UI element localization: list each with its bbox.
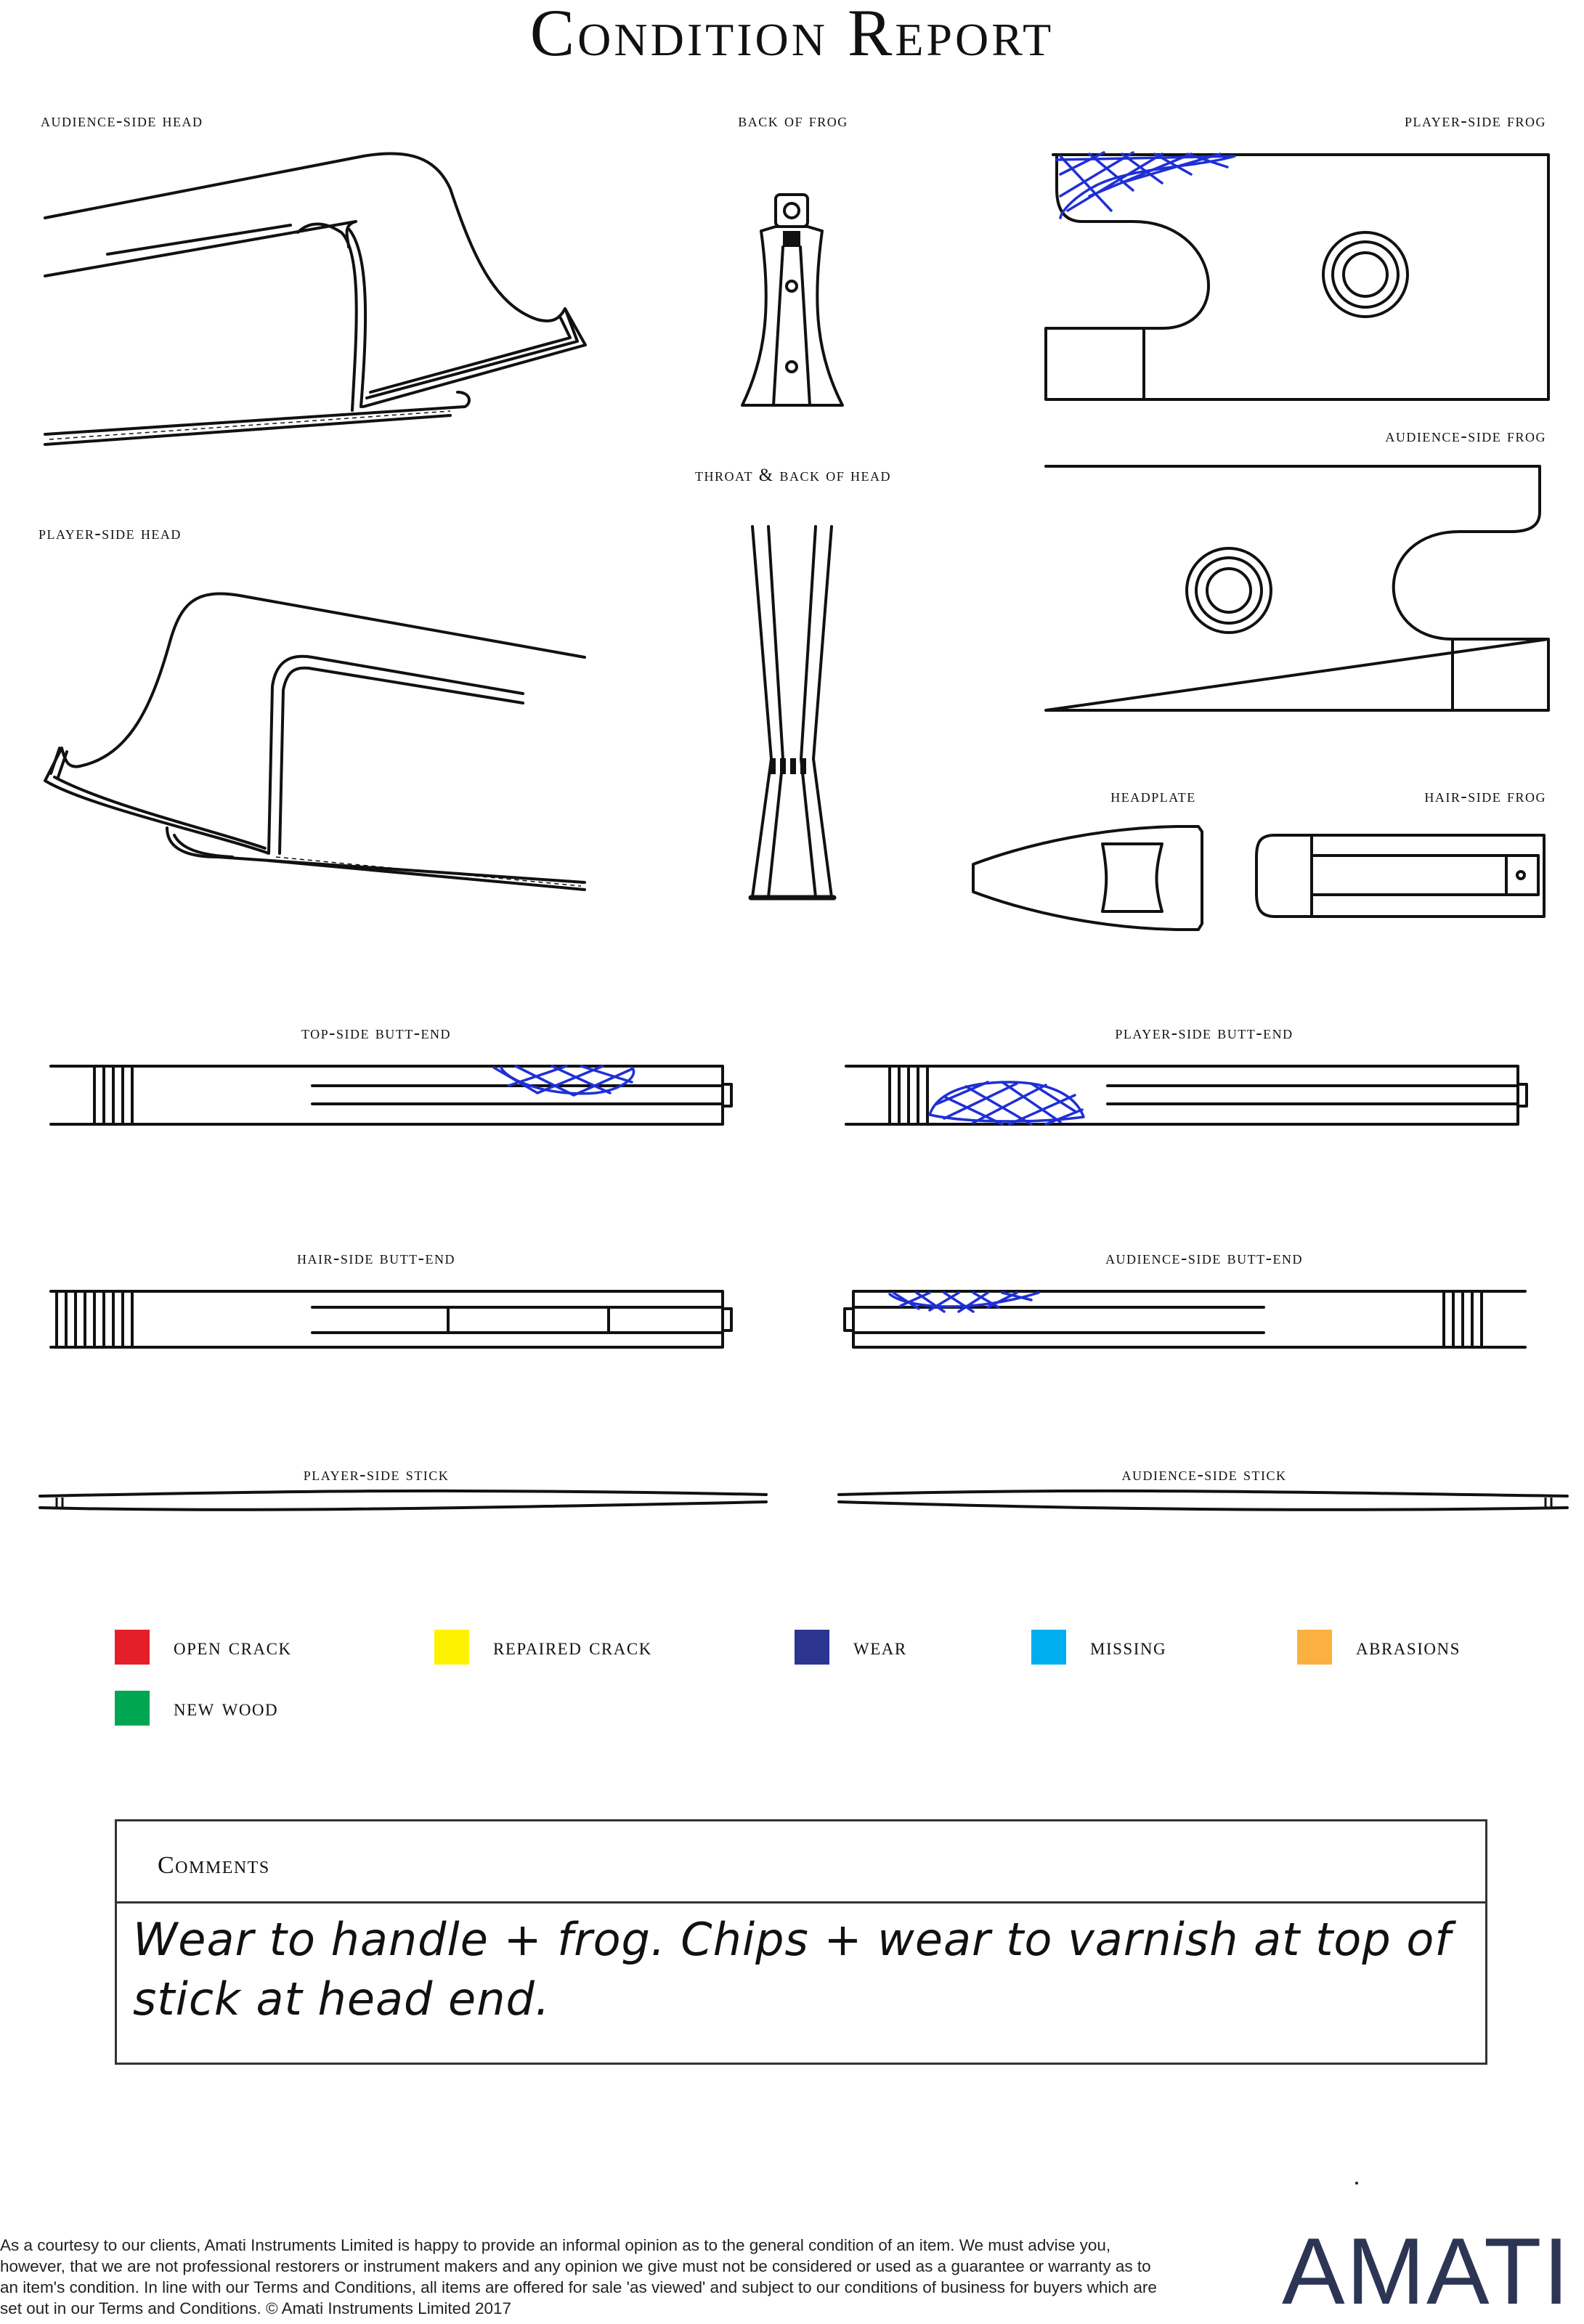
legend-swatch-wear [795,1630,829,1665]
legend-item-abrasions [1297,1630,1461,1665]
label-back-of-frog: back of frog [738,111,848,131]
disclaimer-text: As a courtesy to our clients, Amati Instruments Limited is happy to provide an informal opinion as to the general condition of an item. We must advise you, however, that we are not professional restorers or instrument makers and any opinion we give must not be considered or used as a guarantee or warranty as to an item's condition. In line with our Terms and Conditions, all items are offered for sale 'as viewed' and subject to our conditions of business for buyers which are set out in our Terms and Conditions. © Amati Instruments Limited 2017 [0,2236,1157,2317]
label-headplate: headplate [1110,787,1196,806]
legend-swatch-repaired-crack [434,1630,469,1665]
label-throat-back-of-head: throat & back of head [695,466,891,485]
legend-item-missing [1031,1630,1166,1665]
legend-label: missing [1090,1633,1167,1660]
comments-box [115,1819,1487,2065]
label-player-side-stick: player-side stick [303,1465,450,1484]
label-audience-side-frog: audience-side frog [1385,426,1546,446]
label-player-side-head: player-side head [38,524,182,543]
amati-logo: AMATI [1282,2218,1571,2324]
legend-label: abrasions [1356,1633,1461,1660]
legend-swatch-open-crack [115,1630,150,1665]
comments-header [117,1821,1485,1904]
legend-label: wear [853,1633,907,1660]
stray-dot [1355,2182,1358,2185]
label-audience-side-stick: audience-side stick [1121,1465,1287,1484]
legend-label: repaired crack [493,1633,652,1660]
label-player-side-butt-end: player-side butt-end [1115,1023,1293,1043]
page-title: Condition Report [529,0,1055,70]
legend-swatch-missing [1031,1630,1066,1665]
legend-label: open crack [174,1633,292,1660]
legend-item-open-crack [115,1630,292,1665]
label-top-side-butt-end: top-side butt-end [301,1023,452,1043]
label-audience-side-butt-end: audience-side butt-end [1105,1248,1303,1268]
audience-side-stick-outline [839,1491,1567,1510]
label-audience-side-head: audience-side head [41,111,203,131]
label-hair-side-frog: hair-side frog [1424,787,1546,806]
legend-item-wear [795,1630,907,1665]
legend-swatch-new-wood [115,1691,150,1726]
comments-label: Comments [158,1852,270,1879]
label-player-side-frog: player-side frog [1405,111,1546,131]
legend-item-new-wood [115,1691,278,1726]
comments-text: Wear to handle + frog. Chips + wear to varnish at top of stick at head end. [133,1913,1452,2026]
legend-label: new wood [174,1694,279,1721]
legend-item-repaired-crack [434,1630,652,1665]
legend-swatch-abrasions [1297,1630,1332,1665]
label-hair-side-butt-end: hair-side butt-end [297,1248,455,1268]
